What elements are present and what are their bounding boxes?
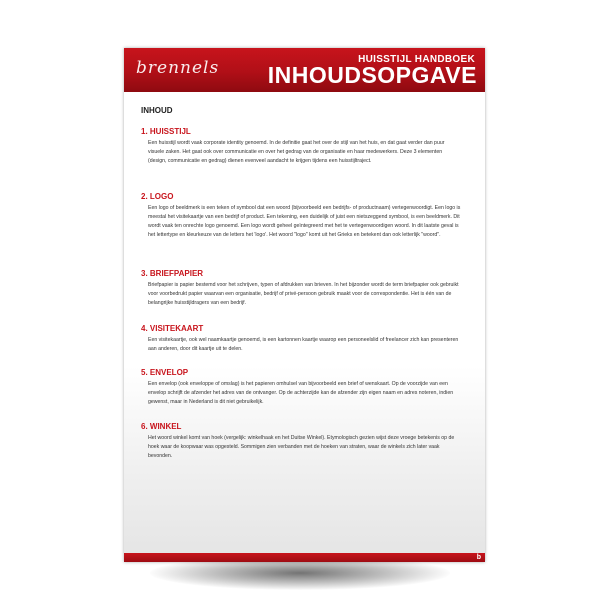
page-footer	[124, 553, 485, 562]
section-body: Een envelop (ook enveloppe of omslag) is het papieren omhulsel van bijvoorbeeld een brief of wenskaart. Op de voorzijde van een envelop schrijft de afzender het adres van de ontvanger. Op de achterzijde kan de afzender zijn eigen naam en adres noteren, indien gewenst, maar in Nederland is dit niet gebruikelijk.	[148, 381, 454, 405]
toc-heading: INHOUD	[141, 106, 173, 115]
section-body: Een visitekaartje, ook wel naamkaartje genoemd, is een kartonnen kaartje waarop een personeelslid of freelancer zich kan presenteren aan anderen, door dit kaartje uit te delen.	[148, 337, 459, 352]
section-title: 2. LOGO	[141, 192, 174, 201]
section-title: 3. BRIEFPAPIER	[141, 269, 204, 278]
section-title: 1. HUISSTIJL	[141, 127, 191, 136]
section-body: Een huisstijl wordt vaak corporate identity genoemd. In de definitie gaat het over de stijl van het huis, en dat gaat verder dan puur visuele zaken. Het gaat ook over communicatie en over het gedrag van de organisatie en haar medewerkers. Deze 3 elementen (design, communicatie en gedrag) dienen evenveel aandacht te krijgen tijdens een huisstijltraject.	[148, 140, 445, 164]
section-title: 5. ENVELOP	[141, 368, 189, 377]
section-visitekaart	[141, 324, 461, 354]
section-body: Briefpapier is papier bestemd voor het schrijven, typen of afdrukken van brieven. In het bijzonder wordt de term briefpapier ook gebruikt voor voorbedrukt papier waarvan een organisatie, bedrijf of privé-persoon gebruik maakt voor de correspondentie. Het is één van de belangrijke huisstijldragers van een bedrijf.	[148, 282, 459, 306]
section-winkel	[141, 422, 461, 461]
page-header	[124, 48, 485, 92]
header-subtitle: HUISSTIJL HANDBOEK	[358, 54, 475, 65]
section-logo	[141, 192, 461, 240]
section-envelop	[141, 368, 461, 407]
section-huisstijl	[141, 127, 461, 166]
section-title: 4. VISITEKAART	[141, 324, 204, 333]
section-title: 6. WINKEL	[141, 422, 182, 431]
brand-logo: brennels	[136, 58, 220, 78]
header-title: INHOUDSOPGAVE	[267, 62, 477, 88]
section-body: Het woord winkel komt van hoek (vergelijk: winkelhaak en het Duitse Winkel). Etymologisch gezien wijst deze vroege betekenis op de hoek waar de koopwaar was opgesteld. Sommigen zien verbanden met de hoeken van straten, waar de winkels zich later vaak bevonden.	[148, 435, 455, 459]
section-body: Een logo of beeldmerk is een teken of symbool dat een woord (bijvoorbeeld een bedrijfs- of productnaam) vertegenwoordigt. Een logo is meestal het visitekaartje van een bedrijf of product. Een tekening, een duidelijk of juist een nietszeggend symbool, is een beeldmerk. Dit wordt vaak ten onrechte logo genoemd. Een logo wordt geheel geïntegreerd met het te vertegenwoordigen woord. In dit laatste geval is het lettertype en kleurkeuze van de letters het 'logo'. Het woord "logo" komt uit het Grieks en betekent dan ook letterlijk "woord".	[148, 205, 461, 238]
section-briefpapier	[141, 269, 461, 308]
document-page	[124, 48, 485, 562]
footer-logo-mark: b	[476, 554, 481, 561]
